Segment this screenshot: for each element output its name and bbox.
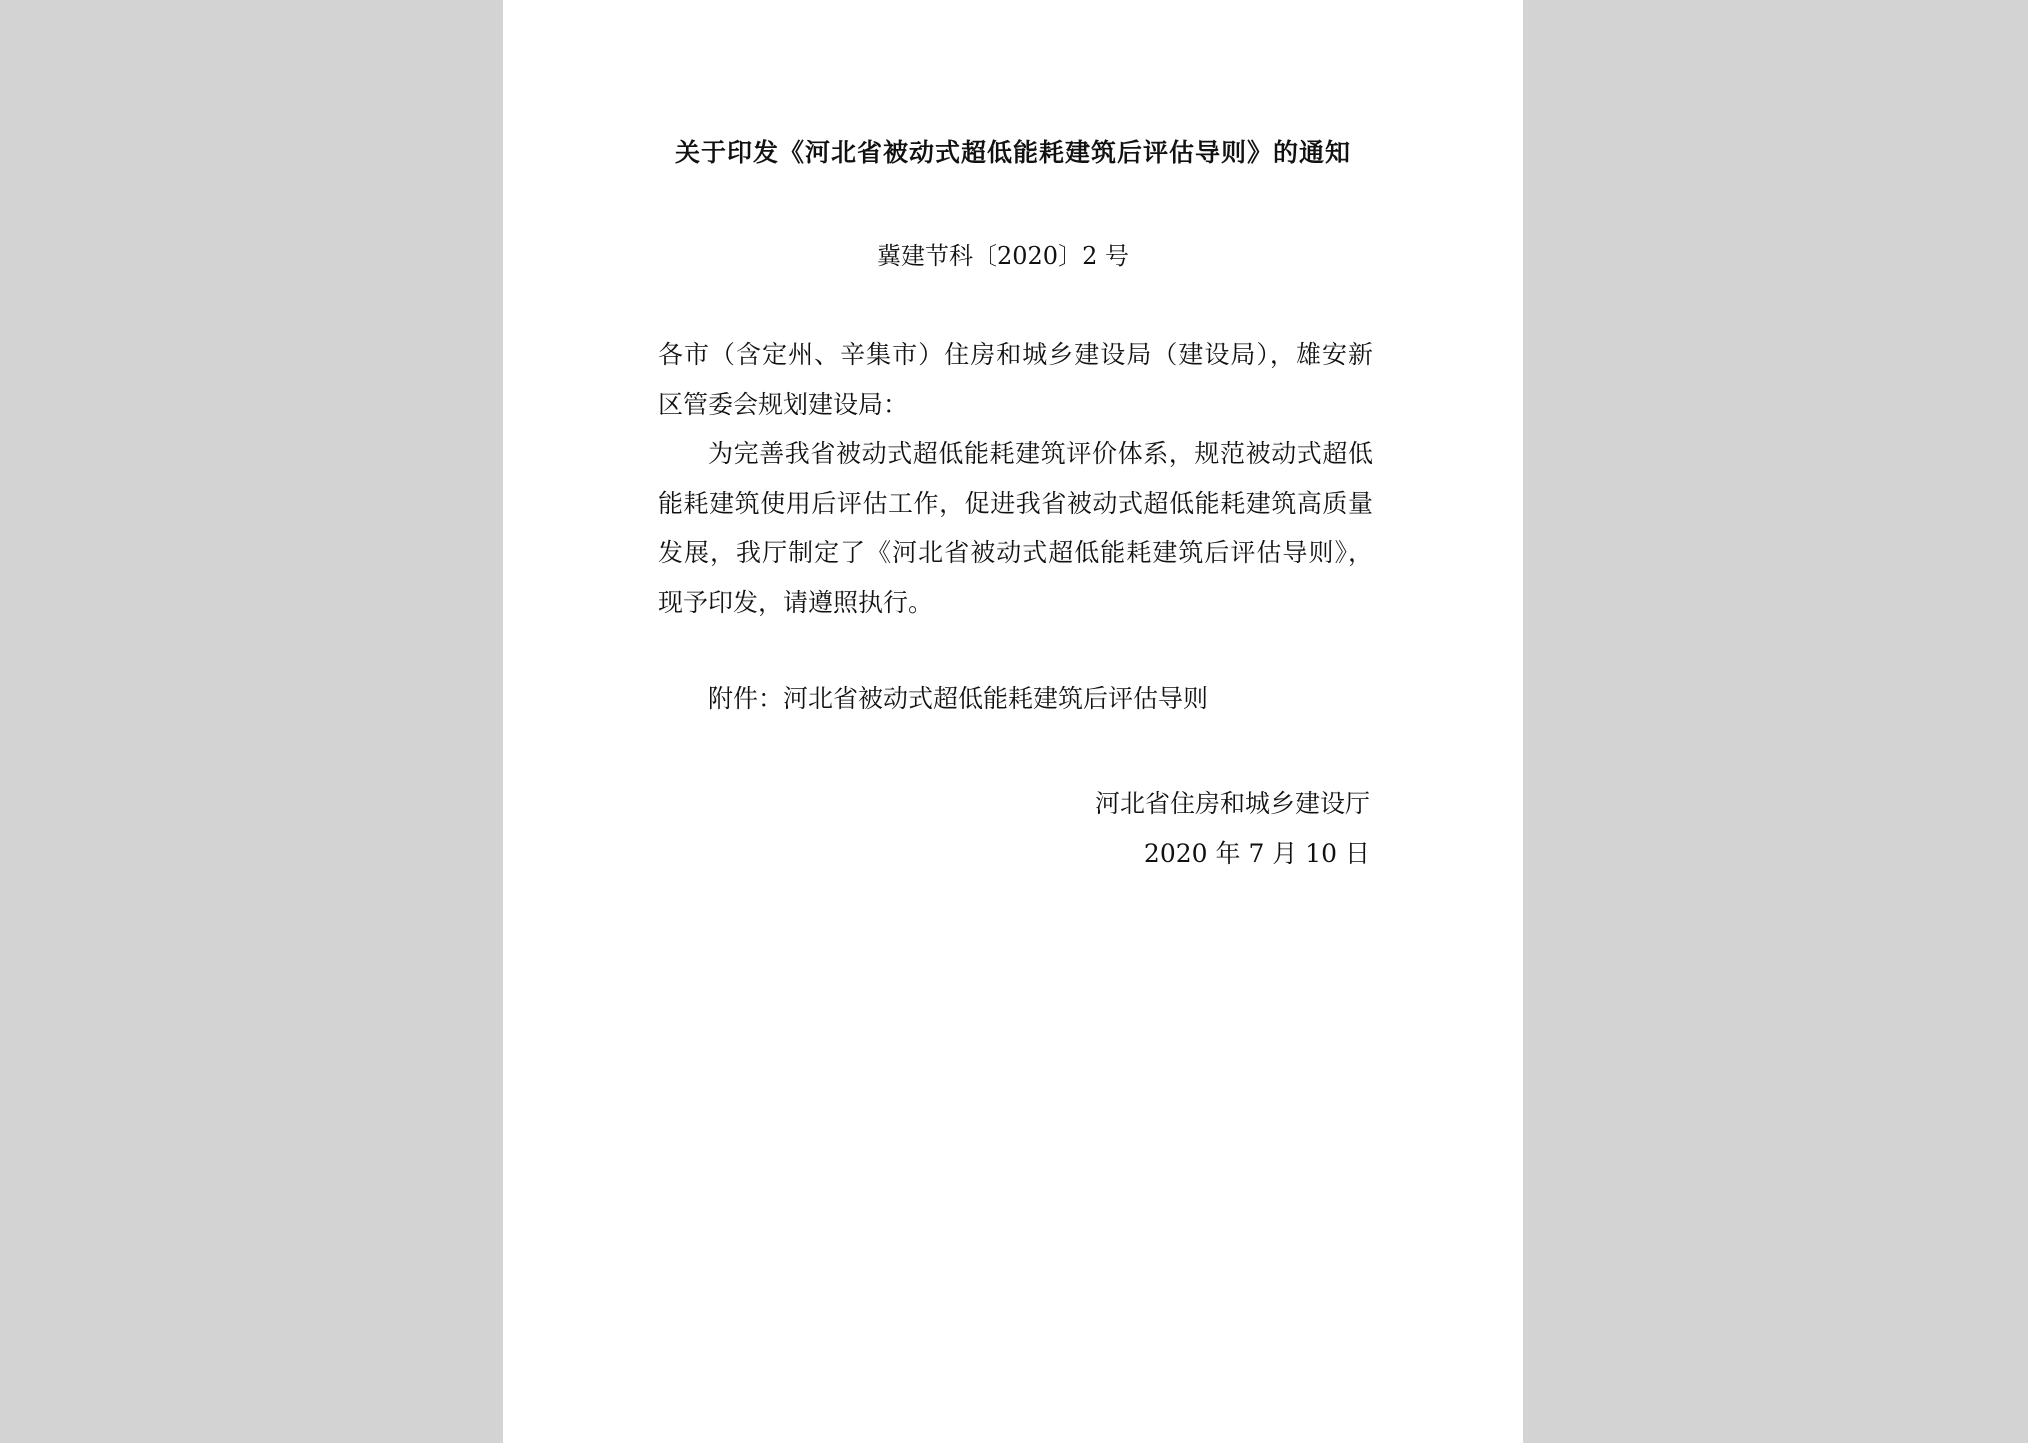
issuer-name: 河北省住房和城乡建设厅: [1094, 789, 1370, 818]
document-number: 冀建节科〔2020〕2 号: [877, 242, 1129, 270]
paragraph-line: 能耗建筑使用后评估工作，促进我省被动式超低能耗建筑高质量: [658, 488, 1373, 518]
addressee-line: 各市（含定州、辛集市）住房和城乡建设局（建设局），雄安新: [658, 340, 1373, 369]
document-page: [503, 0, 1523, 1443]
attachment-line: 附件：河北省被动式超低能耗建筑后评估导则: [708, 684, 1209, 713]
document-title: 关于印发《河北省被动式超低能耗建筑后评估导则》的通知: [674, 138, 1351, 167]
issue-date: 2020 年 7 月 10 日: [1143, 839, 1370, 868]
addressee-block: [658, 330, 1373, 429]
paragraph-line: 发展，我厅制定了《河北省被动式超低能耗建筑后评估导则》，: [658, 538, 1373, 567]
paragraph-line: 现予印发，请遵照执行。: [658, 587, 934, 617]
addressee-line: 区管委会规划建设局：: [658, 389, 909, 419]
signature-block: [1095, 779, 1370, 879]
body-paragraph: [658, 429, 1373, 627]
paragraph-line: 为完善我省被动式超低能耗建筑评价体系，规范被动式超低: [708, 439, 1373, 468]
